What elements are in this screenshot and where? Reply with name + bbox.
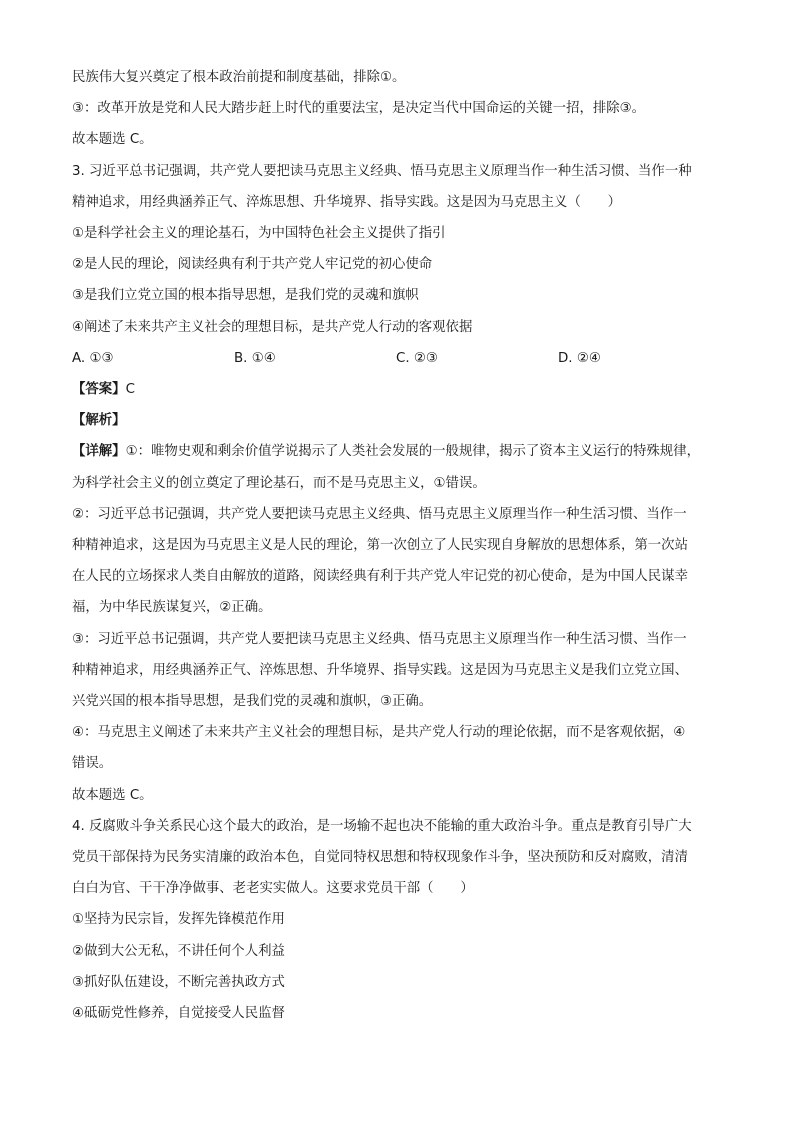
option-statement: ③抓好队伍建设，不断完善执政方式	[72, 974, 285, 990]
option-statement: ①是科学社会主义的理论基石，为中国特色社会主义提供了指引	[72, 226, 446, 242]
text-line: ②：习近平总书记强调，共产党人要把读马克思主义经典、悟马克思主义原理当作一种生活习惯、当作一	[72, 506, 687, 522]
answer-label: 【答案】	[72, 382, 126, 398]
option-statement: ②做到大公无私，不讲任何个人利益	[72, 943, 285, 959]
option-statement: ④阐述了未来共产主义社会的理想目标，是共产党人行动的客观依据	[72, 319, 473, 335]
text-line: 兴党兴国的根本指导思想，是我们党的灵魂和旗帜，③正确。	[72, 694, 433, 710]
choice-c: C. ②③	[396, 350, 438, 366]
answer-value: C	[125, 382, 135, 398]
question-3-stem: 精神追求，用经典涵养正气、淬炼思想、升华境界、指导实践。这是因为马克思主义（ ）	[72, 194, 622, 210]
text-line: 福，为中华民族谋复兴，②正确。	[72, 600, 272, 616]
question-4-stem: 党员干部保持为民务实清廉的政治本色，自觉同特权思想和特权现象作斗争，坚决预防和反对腐败，清清	[72, 850, 688, 866]
text-line: ③：改革开放是党和人民大踏步赶上时代的重要法宝，是决定当代中国命运的关键一招，排除③。	[72, 101, 646, 117]
detail-label: 【详解】	[72, 444, 126, 460]
text-line: ③：习近平总书记强调，共产党人要把读马克思主义经典、悟马克思主义原理当作一种生活习惯、当作一	[72, 631, 687, 647]
choice-d: D. ②④	[558, 350, 601, 366]
text-line: 种精神追求，用经典涵养正气、淬炼思想、升华境界、指导实践。这是因为马克思主义是我们立党立国、	[72, 662, 688, 678]
option-statement: ③是我们立党立国的根本指导思想，是我们党的灵魂和旗帜	[72, 288, 419, 304]
text-line: 故本题选 C。	[72, 132, 153, 148]
option-statement: ②是人民的理论，阅读经典有利于共产党人牢记党的初心使命	[72, 257, 433, 273]
question-4-stem: 4. 反腐败斗争关系民心这个最大的政治，是一场输不起也决不能输的重大政治斗争。重点是教育引导广大	[72, 818, 692, 834]
text-line: 错误。	[72, 756, 113, 772]
text-line: 民族伟大复兴奠定了根本政治前提和制度基础，排除①。	[72, 70, 406, 85]
document-page	[72, 62, 732, 1029]
question-3-stem: 3. 习近平总书记强调，共产党人要把读马克思主义经典、悟马克思主义原理当作一种生活习惯、当作一种	[72, 163, 692, 179]
answer-choices	[72, 343, 732, 374]
answer-line	[72, 374, 732, 405]
choice-a: A. ①③	[72, 350, 114, 366]
option-statement: ①坚持为民宗旨，发挥先锋模范作用	[72, 912, 285, 928]
question-4-stem: 白白为官、干干净净做事、老老实实做人。这要求党员干部（ ）	[72, 881, 474, 897]
text-line: 故本题选 C。	[72, 787, 153, 803]
text-line: 种精神追求，这是因为马克思主义是人民的理论，第一次创立了人民实现自身解放的思想体系，第一次站	[72, 538, 688, 554]
text-line: 在人民的立场探求人类自由解放的道路，阅读经典有利于共产党人牢记党的初心使命，是为中国人民谋幸	[72, 569, 688, 585]
text-line: 为科学社会主义的创立奠定了理论基石，而不是马克思主义，①错误。	[72, 475, 486, 491]
detail-text: ①：唯物史观和剩余价值学说揭示了人类社会发展的一般规律，揭示了资本主义运行的特殊规律，	[125, 444, 700, 460]
option-statement: ④砥砺党性修养，自觉接受人民监督	[72, 1006, 285, 1022]
text-line: ④：马克思主义阐述了未来共产主义社会的理想目标，是共产党人行动的理论依据，而不是客观依据，④	[72, 725, 686, 741]
choice-b: B. ①④	[234, 350, 276, 366]
detail-line	[72, 436, 732, 467]
analysis-label: 【解析】	[72, 413, 126, 429]
